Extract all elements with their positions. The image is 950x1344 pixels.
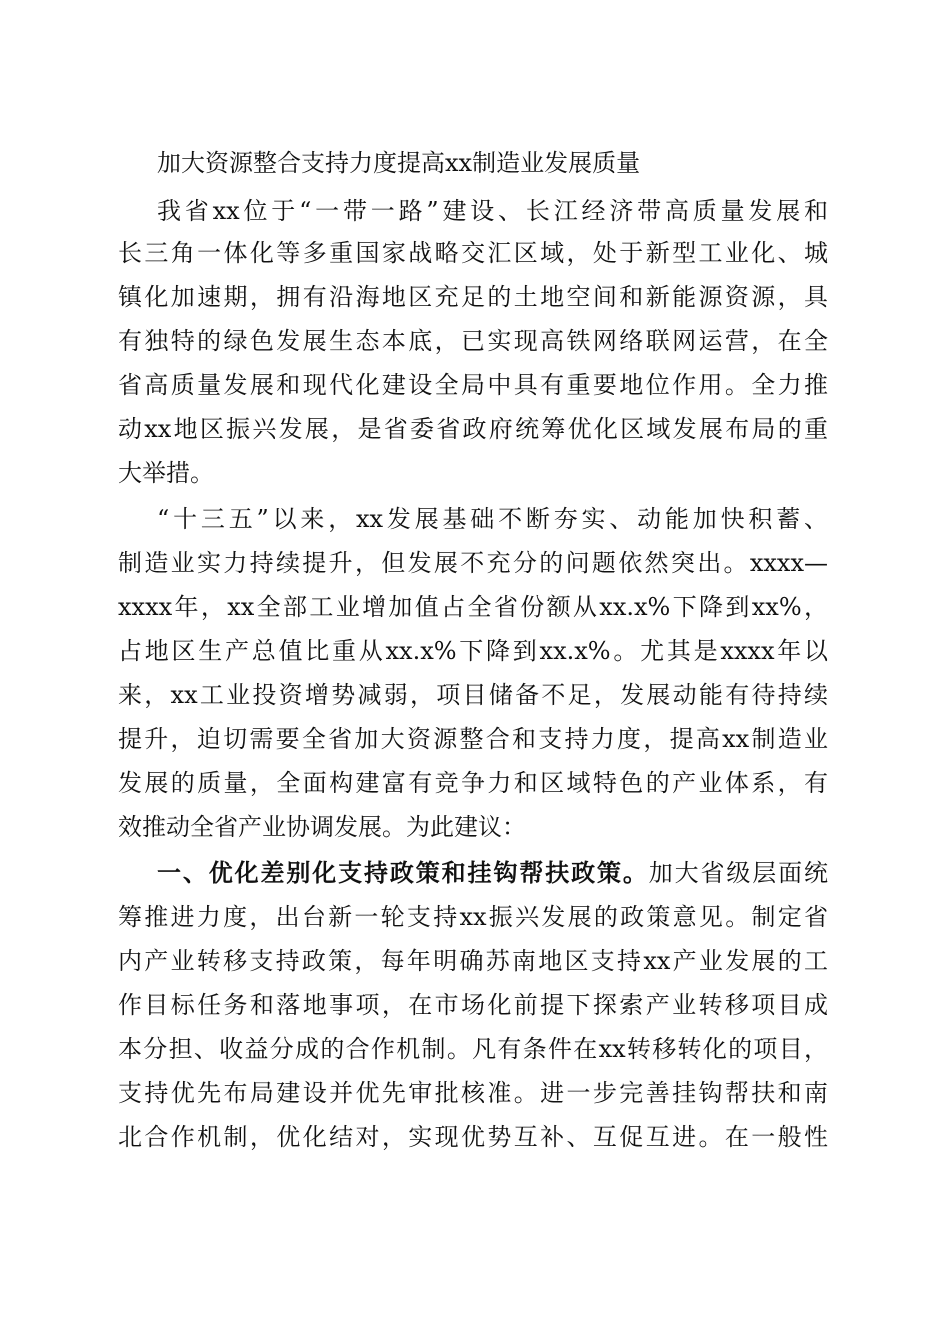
paragraph1-line-3: 镇化加速期，拥有沿海地区充足的土地空间和新能源资源，具 [118,283,828,311]
document-title: 加大资源整合支持力度提高xx制造业发展质量 [157,149,641,177]
paragraph2-line-5: 来，xx工业投资增势减弱，项目储备不足，发展动能有待持续 [118,681,828,709]
paragraph2-line-8: 效推动全省产业协调发展。为此建议： [118,813,526,841]
paragraph1-line-5: 省高质量发展和现代化建设全局中具有重要地位作用。全力推 [118,371,828,399]
section1-heading: 一、优化差别化支持政策和挂钩帮扶政策。 [157,858,649,887]
section1-first-line-rest: 加大省级层面统 [648,859,828,887]
paragraph2-line-4: 占地区生产总值比重从xx.x%下降到xx.x%。尤其是xxxx年以 [118,637,828,665]
section1-line-3: 内产业转移支持政策，每年明确苏南地区支持xx产业发展的工 [118,947,828,975]
paragraph1-line-2: 长三角一体化等多重国家战略交汇区域，处于新型工业化、城 [118,239,828,267]
paragraph2-line-7: 发展的质量，全面构建富有竞争力和区域特色的产业体系，有 [118,769,828,797]
paragraph2-line-2: 制造业实力持续提升，但发展不充分的问题依然突出。xxxx— [118,549,828,577]
paragraph1-line-6: 动xx地区振兴发展，是省委省政府统筹优化区域发展布局的重 [118,415,828,443]
section1-line-1 [157,856,828,890]
paragraph2-line-6: 提升，迫切需要全省加大资源整合和支持力度，提高xx制造业 [118,725,828,753]
paragraph2-line-3: xxxx年，xx全部工业增加值占全省份额从xx.x%下降到xx%， [118,593,828,621]
section1-line-4: 作目标任务和落地事项，在市场化前提下探索产业转移项目成 [118,991,828,1019]
paragraph1-line-1: 我省xx位于“一带一路”建设、长江经济带高质量发展和 [157,197,828,225]
paragraph2-line-1: “十三五”以来，xx发展基础不断夯实、动能加快积蓄、 [157,505,828,533]
paragraph1-line-4: 有独特的绿色发展生态本底，已实现高铁网络联网运营，在全 [118,327,828,355]
paragraph1-line-7: 大举措。 [118,459,214,487]
section1-line-6: 支持优先布局建设并优先审批核准。进一步完善挂钩帮扶和南 [118,1079,828,1107]
section1-line-2: 筹推进力度，出台新一轮支持xx振兴发展的政策意见。制定省 [118,903,828,931]
section1-line-7: 北合作机制，优化结对，实现优势互补、互促互进。在一般性 [118,1123,828,1151]
section1-line-5: 本分担、收益分成的合作机制。凡有条件在xx转移转化的项目， [118,1035,828,1063]
